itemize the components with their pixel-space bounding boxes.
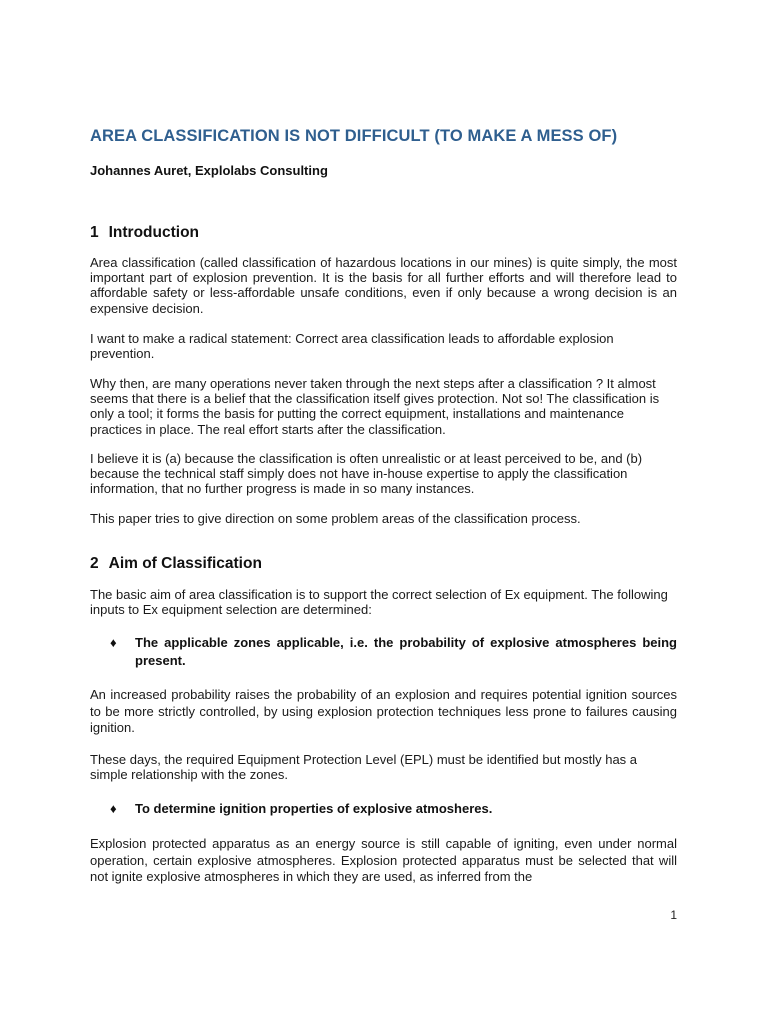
bullet-item-ignition xyxy=(110,800,677,818)
intro-paragraph-5: This paper tries to give direction on some problem areas of the classification process. xyxy=(90,511,581,526)
section-2-title: Aim of Classification xyxy=(108,555,262,572)
epl-paragraph: These days, the required Equipment Protection Level (EPL) must be identified but mostly has a simple relationship with the zones. xyxy=(90,752,638,783)
section-1-title: Introduction xyxy=(108,224,200,241)
page-number: 1 xyxy=(670,908,677,922)
bullet-text-ignition: To determine ignition properties of explosive atmosheres. xyxy=(135,801,493,816)
section-1-heading xyxy=(90,224,199,242)
section-2-heading xyxy=(90,555,262,573)
intro-paragraph-4: I believe it is (a) because the classification is often unrealistic or at least perceived to be, and (b) because the technical staff simply does not have in-house expertise to apply the classification information, that no further progress is made in so many instances. xyxy=(90,451,643,497)
intro-paragraph-1: Area classification (called classification of hazardous locations in our mines) is quite simply, the most important part of explosion prevention. It is the basis for all further efforts and will therefore lead to affordable safety or less-affordable unsafe conditions, even if only because a wrong decision is an expensive decision. xyxy=(90,255,677,316)
bullet-text-zones: The applicable zones applicable, i.e. the probability of explosive atmospheres being present. xyxy=(135,635,677,668)
intro-paragraph-3: Why then, are many operations never taken through the next steps after a classification ? It almost seems that there is a belief that the classification itself gives protection. Not so! The classification is only a tool; it forms the basis for putting the correct equipment, installations and maintenance practices in place. The real effort starts after the classification. xyxy=(90,376,660,437)
aim-intro-paragraph: The basic aim of area classification is to support the correct selection of Ex equipment. The following inputs to Ex equipment selection are determined: xyxy=(90,587,668,618)
section-1-number: 1 xyxy=(90,224,99,241)
document-title: AREA CLASSIFICATION IS NOT DIFFICULT (TO MAKE A MESS OF) xyxy=(90,127,618,145)
intro-paragraph-2: I want to make a radical statement: Correct area classification leads to affordable explosion prevention. xyxy=(90,331,614,362)
probability-paragraph: An increased probability raises the probability of an explosion and requires potential ignition sources to be more strictly controlled, by using explosion protection techniques less prone to failures causing ignition. xyxy=(90,687,677,735)
diamond-bullet-icon: ♦ xyxy=(110,635,117,650)
apparatus-paragraph: Explosion protected apparatus as an energy source is still capable of igniting, even under normal operation, certain explosive atmospheres. Explosion protected apparatus must be selected that will not ignite explosive atmospheres in which they are used, as inferred from the xyxy=(90,836,677,884)
bullet-item-zones xyxy=(110,634,677,670)
section-2-number: 2 xyxy=(90,555,99,572)
diamond-bullet-icon: ♦ xyxy=(110,801,117,816)
document-author: Johannes Auret, Explolabs Consulting xyxy=(90,163,328,178)
